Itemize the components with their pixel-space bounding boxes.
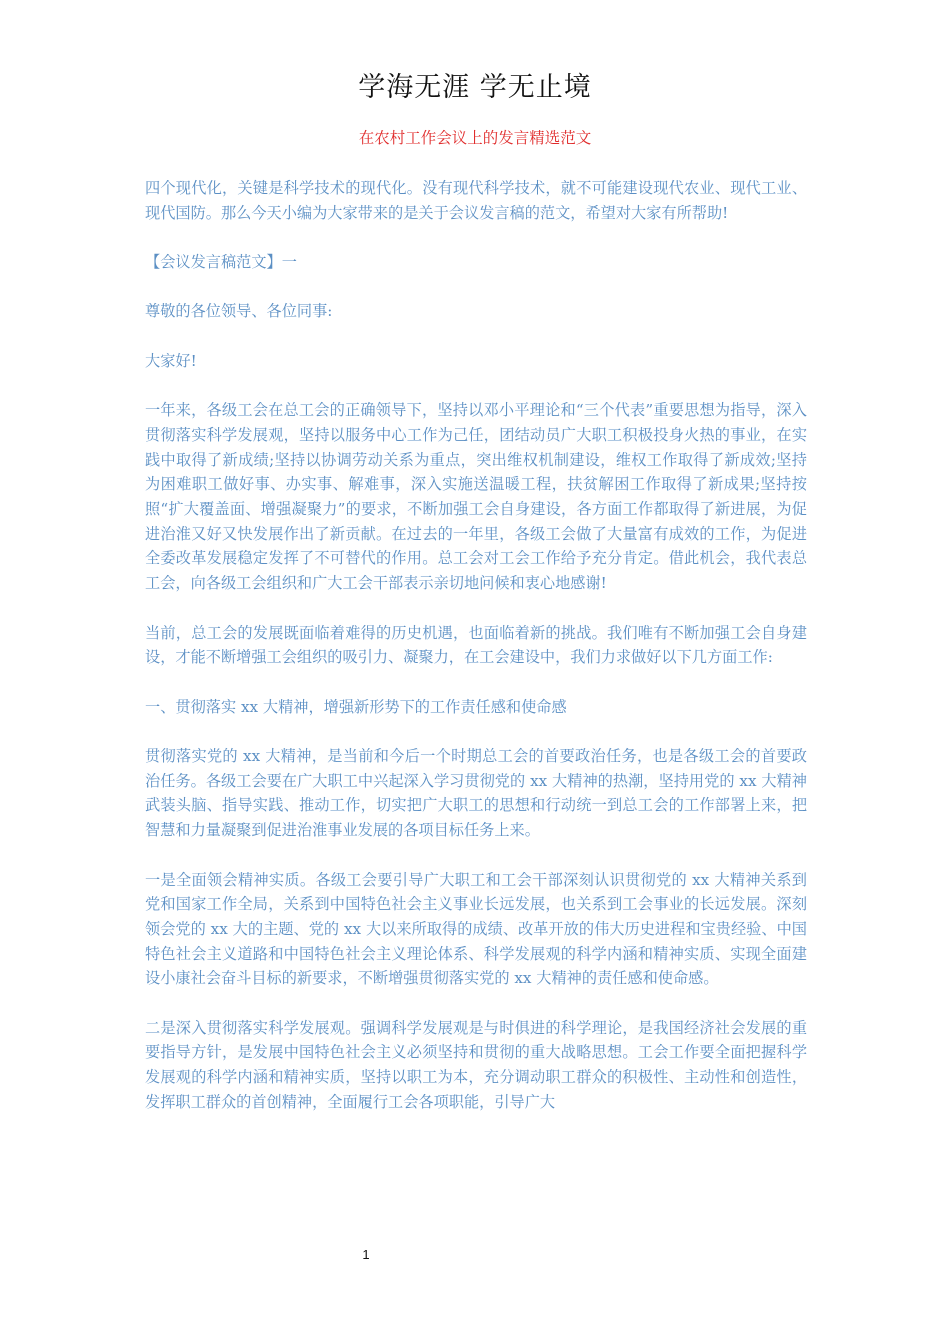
header-title: 学海无涯 学无止境 [358, 72, 592, 103]
paragraph: 一是全面领会精神实质。各级工会要引导广大职工和工会干部深刻认识贯彻党的 xx 大精神关系到党和国家工作全局，关系到中国特色社会主义事业长远发展，也关系到工会事业的长远发展。深刻领会党的 xx 大的主题、党的 xx 大以来所取得的成绩、改革开放的伟大历史进程和宝贵经验、中国特色社会主义道路和中国特色社会主义理论体系、科学发展观的科学内涵和精神实质、实现全面建设小康社会奋斗目标的新要求，不断增强贯彻落实党的 xx 大精神的责任感和使命感。 [145, 870, 807, 988]
page-number: 1 [362, 1247, 370, 1262]
paragraph: 二是深入贯彻落实科学发展观。强调科学发展观是与时俱进的科学理论，是我国经济社会发展的重要指导方针，是发展中国特色社会主义必须坚持和贯彻的重大战略思想。工会工作要全面把握科学发展观的科学内涵和精神实质，坚持以职工为本，充分调动职工群众的积极性、主动性和创造性，发挥职工群众的首创精神，全面履行工会各项职能，引导广大 [145, 1018, 807, 1111]
intro-paragraph: 四个现代化，关键是科学技术的现代化。没有现代科学技术，就不可能建设现代农业、现代工业、现代国防。那么今天小编为大家带来的是关于会议发言稿的范文，希望对大家有所帮助! [145, 179, 807, 222]
paragraph: 一年来，各级工会在总工会的正确领导下，坚持以邓小平理论和“三个代表”重要思想为指导，深入贯彻落实科学发展观，坚持以服务中心工作为己任，团结动员广大职工积极投身火热的事业，在实践中取得了新成绩;坚持以协调劳动关系为重点，突出维权机制建设，维权工作取得了新成效;坚持为困难职工做好事、办实事、解难事，深入实施送温暖工程，扶贫解困工作取得了新成果;坚持按照“扩大覆盖面、增强凝聚力”的要求，不断加强工会自身建设，各方面工作都取得了新进展，为促进治淮又好又快发展作出了新贡献。在过去的一年里，各级工会做了大量富有成效的工作，为促进全委改革发展稳定发挥了不可替代的作用。总工会对工会工作给予充分肯定。借此机会，我代表总工会，向各级工会组织和广大工会干部表示亲切地问候和衷心地感谢! [145, 401, 807, 593]
salutation: 尊敬的各位领导、各位同事: [145, 302, 333, 321]
subheading: 一、贯彻落实 xx 大精神，增强新形势下的工作责任感和使命感 [145, 697, 567, 716]
paragraph: 贯彻落实党的 xx 大精神，是当前和今后一个时期总工会的首要政治任务，也是各级工会的首要政治任务。各级工会要在广大职工中兴起深入学习贯彻党的 xx 大精神的热潮，坚持用党的 xx 大精神武装头脑、指导实践、推动工作，切实把广大职工的思想和行动统一到总工会的工作部署上来，把智慧和力量凝聚到促进治淮事业发展的各项目标任务上来。 [145, 747, 807, 840]
greeting: 大家好! [145, 351, 197, 370]
section-heading: 【会议发言稿范文】一 [145, 253, 297, 272]
document-title: 在农村工作会议上的发言精选范文 [358, 129, 592, 147]
document-body [145, 176, 807, 1139]
paragraph: 当前，总工会的发展既面临着难得的历史机遇，也面临着新的挑战。我们唯有不断加强工会自身建设，才能不断增强工会组织的吸引力、凝聚力，在工会建设中，我们力求做好以下几方面工作: [145, 623, 807, 667]
